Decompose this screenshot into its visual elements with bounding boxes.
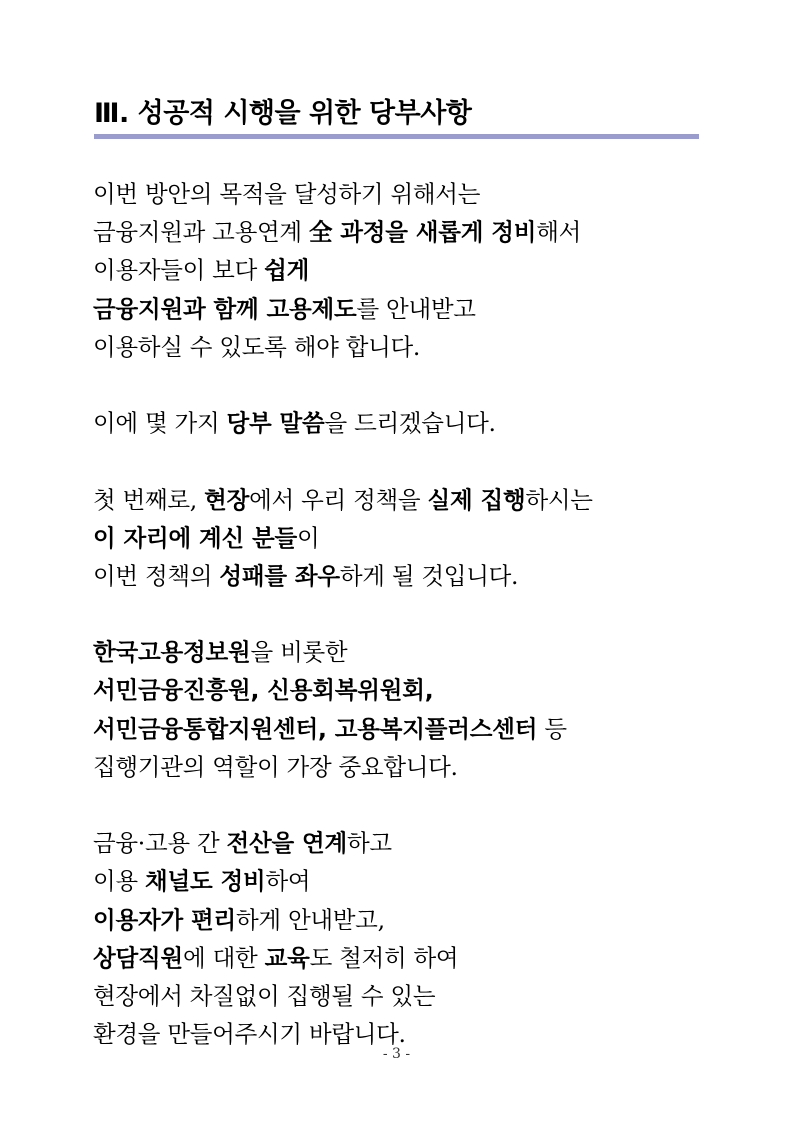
heading-underline-rule bbox=[94, 134, 699, 139]
text-line bbox=[93, 290, 733, 328]
emphasis-text: 금융지원과 함께 고용제도 bbox=[93, 294, 357, 323]
body-text-segment: 이용하실 수 있도록 해야 합니다. bbox=[93, 332, 421, 361]
emphasis-text: 교육 bbox=[264, 943, 310, 972]
body-text-segment: 이용자들이 보다 bbox=[93, 256, 265, 285]
text-line bbox=[93, 748, 733, 786]
body-text-segment: 하시는 bbox=[525, 485, 593, 514]
paragraph bbox=[93, 824, 733, 1053]
body-text-segment: 도 철저히 하여 bbox=[309, 943, 459, 972]
paragraph-spacer bbox=[93, 366, 733, 404]
text-line bbox=[93, 977, 733, 1015]
paragraph-spacer bbox=[93, 442, 733, 480]
emphasis-text: 全 과정을 새롭게 정비 bbox=[308, 218, 537, 247]
body-text-segment: 금융·고용 간 bbox=[93, 829, 227, 858]
paragraph bbox=[93, 175, 733, 366]
text-line bbox=[93, 939, 733, 977]
emphasis-text: 쉽게 bbox=[264, 256, 310, 285]
body-text-segment: 집행기관의 역할이 가장 중요합니다. bbox=[93, 752, 458, 781]
emphasis-text: 이용자가 편리 bbox=[93, 905, 236, 934]
text-line bbox=[93, 519, 733, 557]
page-number: - 3 - bbox=[382, 1046, 411, 1062]
emphasis-text: 서민금융통합지원센터, 고용복지플러스센터 bbox=[93, 714, 538, 743]
emphasis-text: 상담직원 bbox=[93, 943, 184, 972]
emphasis-text: 한국고용정보원 bbox=[93, 638, 251, 667]
body-text-segment: 하여 bbox=[265, 867, 311, 896]
body-text-segment: 현장에서 차질없이 집행될 수 있는 bbox=[93, 981, 436, 1010]
text-line bbox=[93, 633, 733, 671]
text-line bbox=[93, 862, 733, 900]
body-text-segment: 이번 정책의 bbox=[93, 561, 220, 590]
body-text-segment: 등 bbox=[537, 714, 567, 743]
body-text-segment: 를 안내받고 bbox=[356, 294, 476, 323]
body-text-segment: 에 대한 bbox=[183, 943, 265, 972]
document-body bbox=[93, 175, 733, 1053]
text-line bbox=[93, 213, 733, 251]
text-line bbox=[93, 824, 733, 862]
section-heading: Ⅲ. 성공적 시행을 위한 당부사항 bbox=[94, 98, 472, 129]
text-line bbox=[93, 557, 733, 595]
paragraph bbox=[93, 404, 733, 442]
paragraph-spacer bbox=[93, 595, 733, 633]
text-line bbox=[93, 901, 733, 939]
paragraph bbox=[93, 633, 733, 786]
body-text-segment: 이 bbox=[296, 523, 320, 552]
text-line bbox=[93, 481, 733, 519]
emphasis-text: 서민금융진흥원, 신용회복위원회, bbox=[93, 676, 434, 705]
text-line bbox=[93, 710, 733, 748]
text-line bbox=[93, 671, 733, 709]
emphasis-text: 현장 bbox=[204, 485, 250, 514]
emphasis-text: 실제 집행 bbox=[427, 485, 526, 514]
body-text-segment: 이용 bbox=[93, 867, 145, 896]
body-text-segment: 첫 번째로, bbox=[93, 485, 205, 514]
body-text-segment: 이번 방안의 목적을 달성하기 위해서는 bbox=[93, 180, 481, 208]
text-line bbox=[93, 251, 733, 289]
body-text-segment: 을 비롯한 bbox=[250, 638, 348, 667]
emphasis-text: 성패를 좌우 bbox=[219, 561, 340, 590]
emphasis-text: 전산을 연계 bbox=[226, 829, 348, 858]
emphasis-text: 이 자리에 계신 분들 bbox=[93, 523, 297, 552]
body-text-segment: 환경을 만들어주시기 바랍니다. bbox=[93, 1020, 406, 1049]
body-text-segment: 하게 안내받고, bbox=[236, 905, 385, 934]
body-text-segment: 하고 bbox=[347, 829, 392, 858]
body-text-segment: 금융지원과 고용연계 bbox=[93, 218, 309, 247]
emphasis-text: 당부 말씀 bbox=[226, 409, 325, 438]
text-line bbox=[93, 404, 733, 442]
body-text-segment: 하게 될 것입니다. bbox=[339, 561, 519, 590]
body-text-segment: 이에 몇 가지 bbox=[93, 409, 227, 438]
body-text-segment: 해서 bbox=[536, 218, 582, 247]
paragraph bbox=[93, 481, 733, 596]
body-text-segment: 을 드리겠습니다. bbox=[324, 409, 496, 438]
text-line bbox=[93, 328, 733, 366]
body-text-segment: 에서 우리 정책을 bbox=[249, 485, 428, 514]
paragraph-spacer bbox=[93, 786, 733, 824]
emphasis-text: 채널도 정비 bbox=[144, 867, 266, 896]
text-line bbox=[93, 175, 733, 213]
